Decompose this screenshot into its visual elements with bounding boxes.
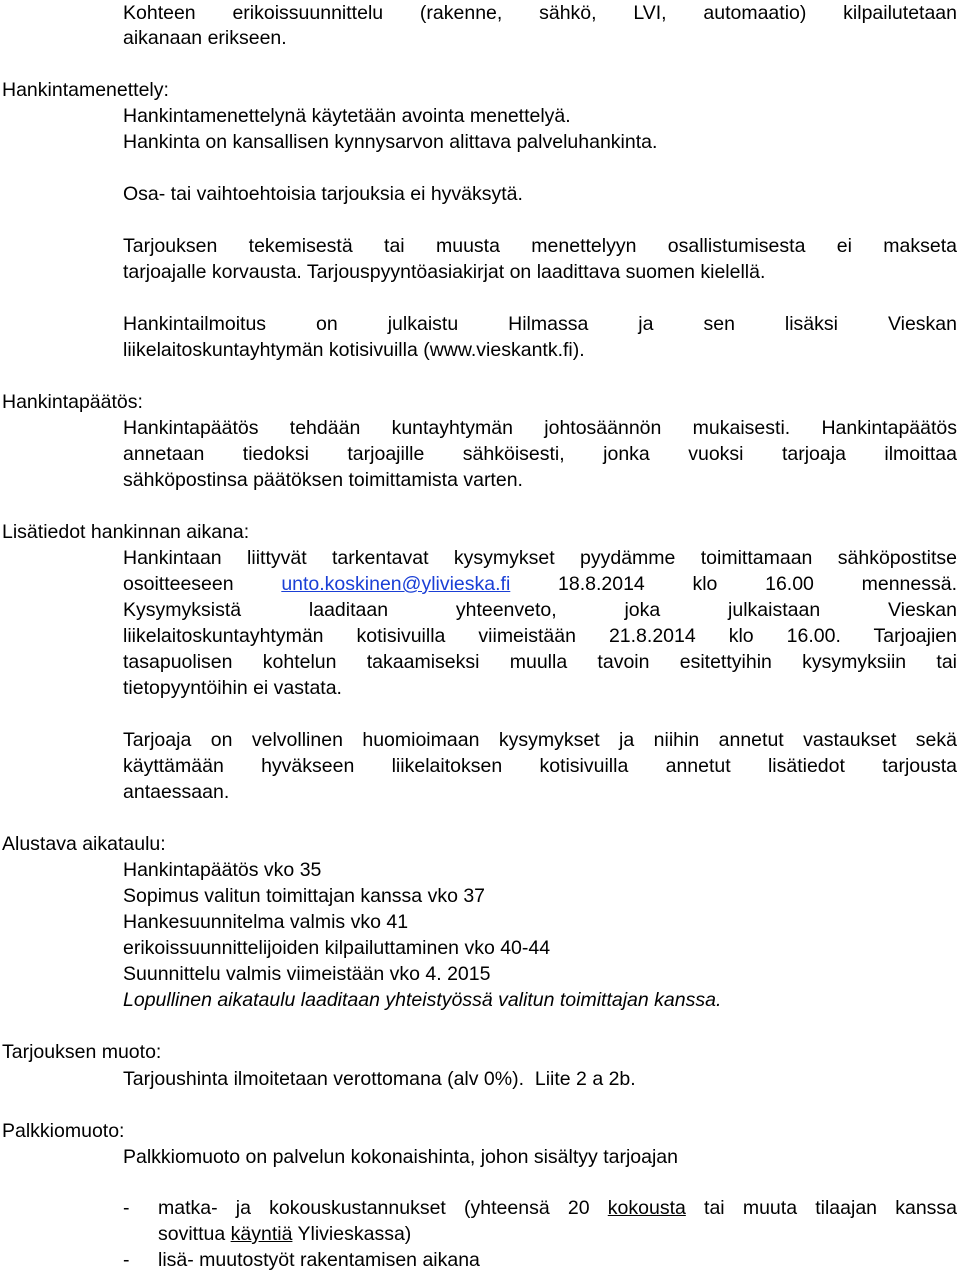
palkkiomuoto-bullet-2: lisä- muutostyöt rakentamisen aikana — [158, 1249, 480, 1271]
lisatiedot-line-3: Kysymyksistä laaditaan yhteenveto, joka julkaistaan Vieskan — [123, 599, 957, 621]
bullet-1-text-a: matka- ja kokouskustannukset (yhteensä 20 — [158, 1197, 590, 1219]
aikataulu-item: Sopimus valitun toimittajan kanssa vko 37 — [123, 885, 486, 907]
intro-line-2: aikanaan erikseen. — [123, 27, 287, 49]
lisatiedot-line-6: tietopyyntöihin ei vastata. — [123, 677, 342, 699]
list-bullet-dash: - — [123, 1197, 130, 1219]
lisatiedot-line-5: tasapuolisen kohtelun takaamiseksi muulla tavoin esitettyihin kysymyksiin tai — [123, 651, 957, 673]
intro-line-1: Kohteen erikoissuunnittelu (rakenne, sähkö, LVI, automaatio) kilpailutetaan — [123, 2, 957, 24]
tarjouksen-muoto-text: Tarjoushinta ilmoitetaan verottomana (alv 0%). Liite 2 a 2b. — [123, 1068, 636, 1090]
aikataulu-item: erikoissuunnittelijoiden kilpailuttaminen vko 40-44 — [123, 937, 551, 959]
hankintamenettely-p4-line-2: tarjoajalle korvausta. Tarjouspyyntöasiakirjat on laadittava suomen kielellä. — [123, 261, 766, 283]
section-heading-hankintapaatos: Hankintapäätös: — [2, 391, 143, 413]
bullet-1-line-2-underlined-word: käyntiä — [230, 1223, 293, 1245]
section-heading-lisatiedot: Lisätiedot hankinnan aikana: — [2, 521, 250, 543]
bullet-1-text-b: tai muuta tilaajan kanssa — [704, 1197, 958, 1219]
list-bullet-dash: - — [123, 1249, 130, 1271]
hankintapaatos-line-1: Hankintapäätös tehdään kuntayhtymän johtosäännön mukaisesti. Hankintapäätös — [123, 417, 957, 439]
hankintamenettely-p5-line-1: Hankintailmoitus on julkaistu Hilmassa ja sen lisäksi Vieskan — [123, 313, 957, 335]
hankintapaatos-line-2: annetaan tiedoksi tarjoajille sähköisesti, jonka vuoksi tarjoaja ilmoittaa — [123, 443, 957, 465]
lisatiedot-line-2 — [123, 571, 957, 597]
hankintamenettely-p1: Hankintamenettelynä käytetään avointa menettelyä. — [123, 105, 571, 127]
aikataulu-item: Suunnittelu valmis viimeistään vko 4. 2015 — [123, 963, 491, 985]
lisatiedot-line-2-post: 18.8.2014 klo 16.00 mennessä. — [558, 573, 958, 595]
section-heading-tarjouksen-muoto: Tarjouksen muoto: — [2, 1041, 162, 1063]
lisatiedot-p2-line-3: antaessaan. — [123, 781, 230, 803]
hankintapaatos-line-3: sähköpostinsa päätöksen toimittamista varten. — [123, 469, 523, 491]
section-heading-aikataulu: Alustava aikataulu: — [2, 833, 166, 855]
lisatiedot-p2-line-1: Tarjoaja on velvollinen huomioimaan kysymykset ja niihin annetut vastaukset sekä — [123, 729, 957, 751]
bullet-1-line-2-text-b: Ylivieskassa) — [297, 1223, 412, 1245]
section-heading-hankintamenettely: Hankintamenettely: — [2, 79, 169, 101]
palkkiomuoto-text: Palkkiomuoto on palvelun kokonaishinta, johon sisältyy tarjoajan — [123, 1146, 678, 1168]
aikataulu-item: Hankesuunnitelma valmis vko 41 — [123, 911, 409, 933]
palkkiomuoto-bullet-1-line-1 — [158, 1195, 957, 1221]
lisatiedot-line-4: liikelaitoskuntayhtymän kotisivuilla viimeistään 21.8.2014 klo 16.00. Tarjoajien — [123, 625, 957, 647]
palkkiomuoto-bullet-1-line-2 — [158, 1221, 411, 1247]
hankintamenettely-p3: Osa- tai vaihtoehtoisia tarjouksia ei hyväksytä. — [123, 183, 523, 205]
section-heading-palkkiomuoto: Palkkiomuoto: — [2, 1120, 125, 1142]
lisatiedot-line-2-pre: osoitteeseen — [123, 573, 234, 595]
lisatiedot-line-1: Hankintaan liittyvät tarkentavat kysymykset pyydämme toimittamaan sähköpostitse — [123, 547, 957, 569]
email-link[interactable]: unto.koskinen@ylivieska.fi — [281, 573, 511, 595]
hankintamenettely-p2: Hankinta on kansallisen kynnysarvon alittava palveluhankinta. — [123, 131, 658, 153]
hankintamenettely-p5-line-2: liikelaitoskuntayhtymän kotisivuilla (www.vieskantk.fi). — [123, 339, 585, 361]
aikataulu-note: Lopullinen aikataulu laaditaan yhteistyössä valitun toimittajan kanssa. — [123, 989, 722, 1011]
bullet-1-underlined-word: kokousta — [607, 1197, 686, 1219]
hankintamenettely-p4-line-1: Tarjouksen tekemisestä tai muusta menettelyyn osallistumisesta ei makseta — [123, 235, 957, 257]
lisatiedot-p2-line-2: käyttämään hyväkseen liikelaitoksen kotisivuilla annetut lisätiedot tarjousta — [123, 755, 957, 777]
aikataulu-item: Hankintapäätös vko 35 — [123, 859, 322, 881]
bullet-1-line-2-text-a: sovittua — [158, 1223, 226, 1245]
